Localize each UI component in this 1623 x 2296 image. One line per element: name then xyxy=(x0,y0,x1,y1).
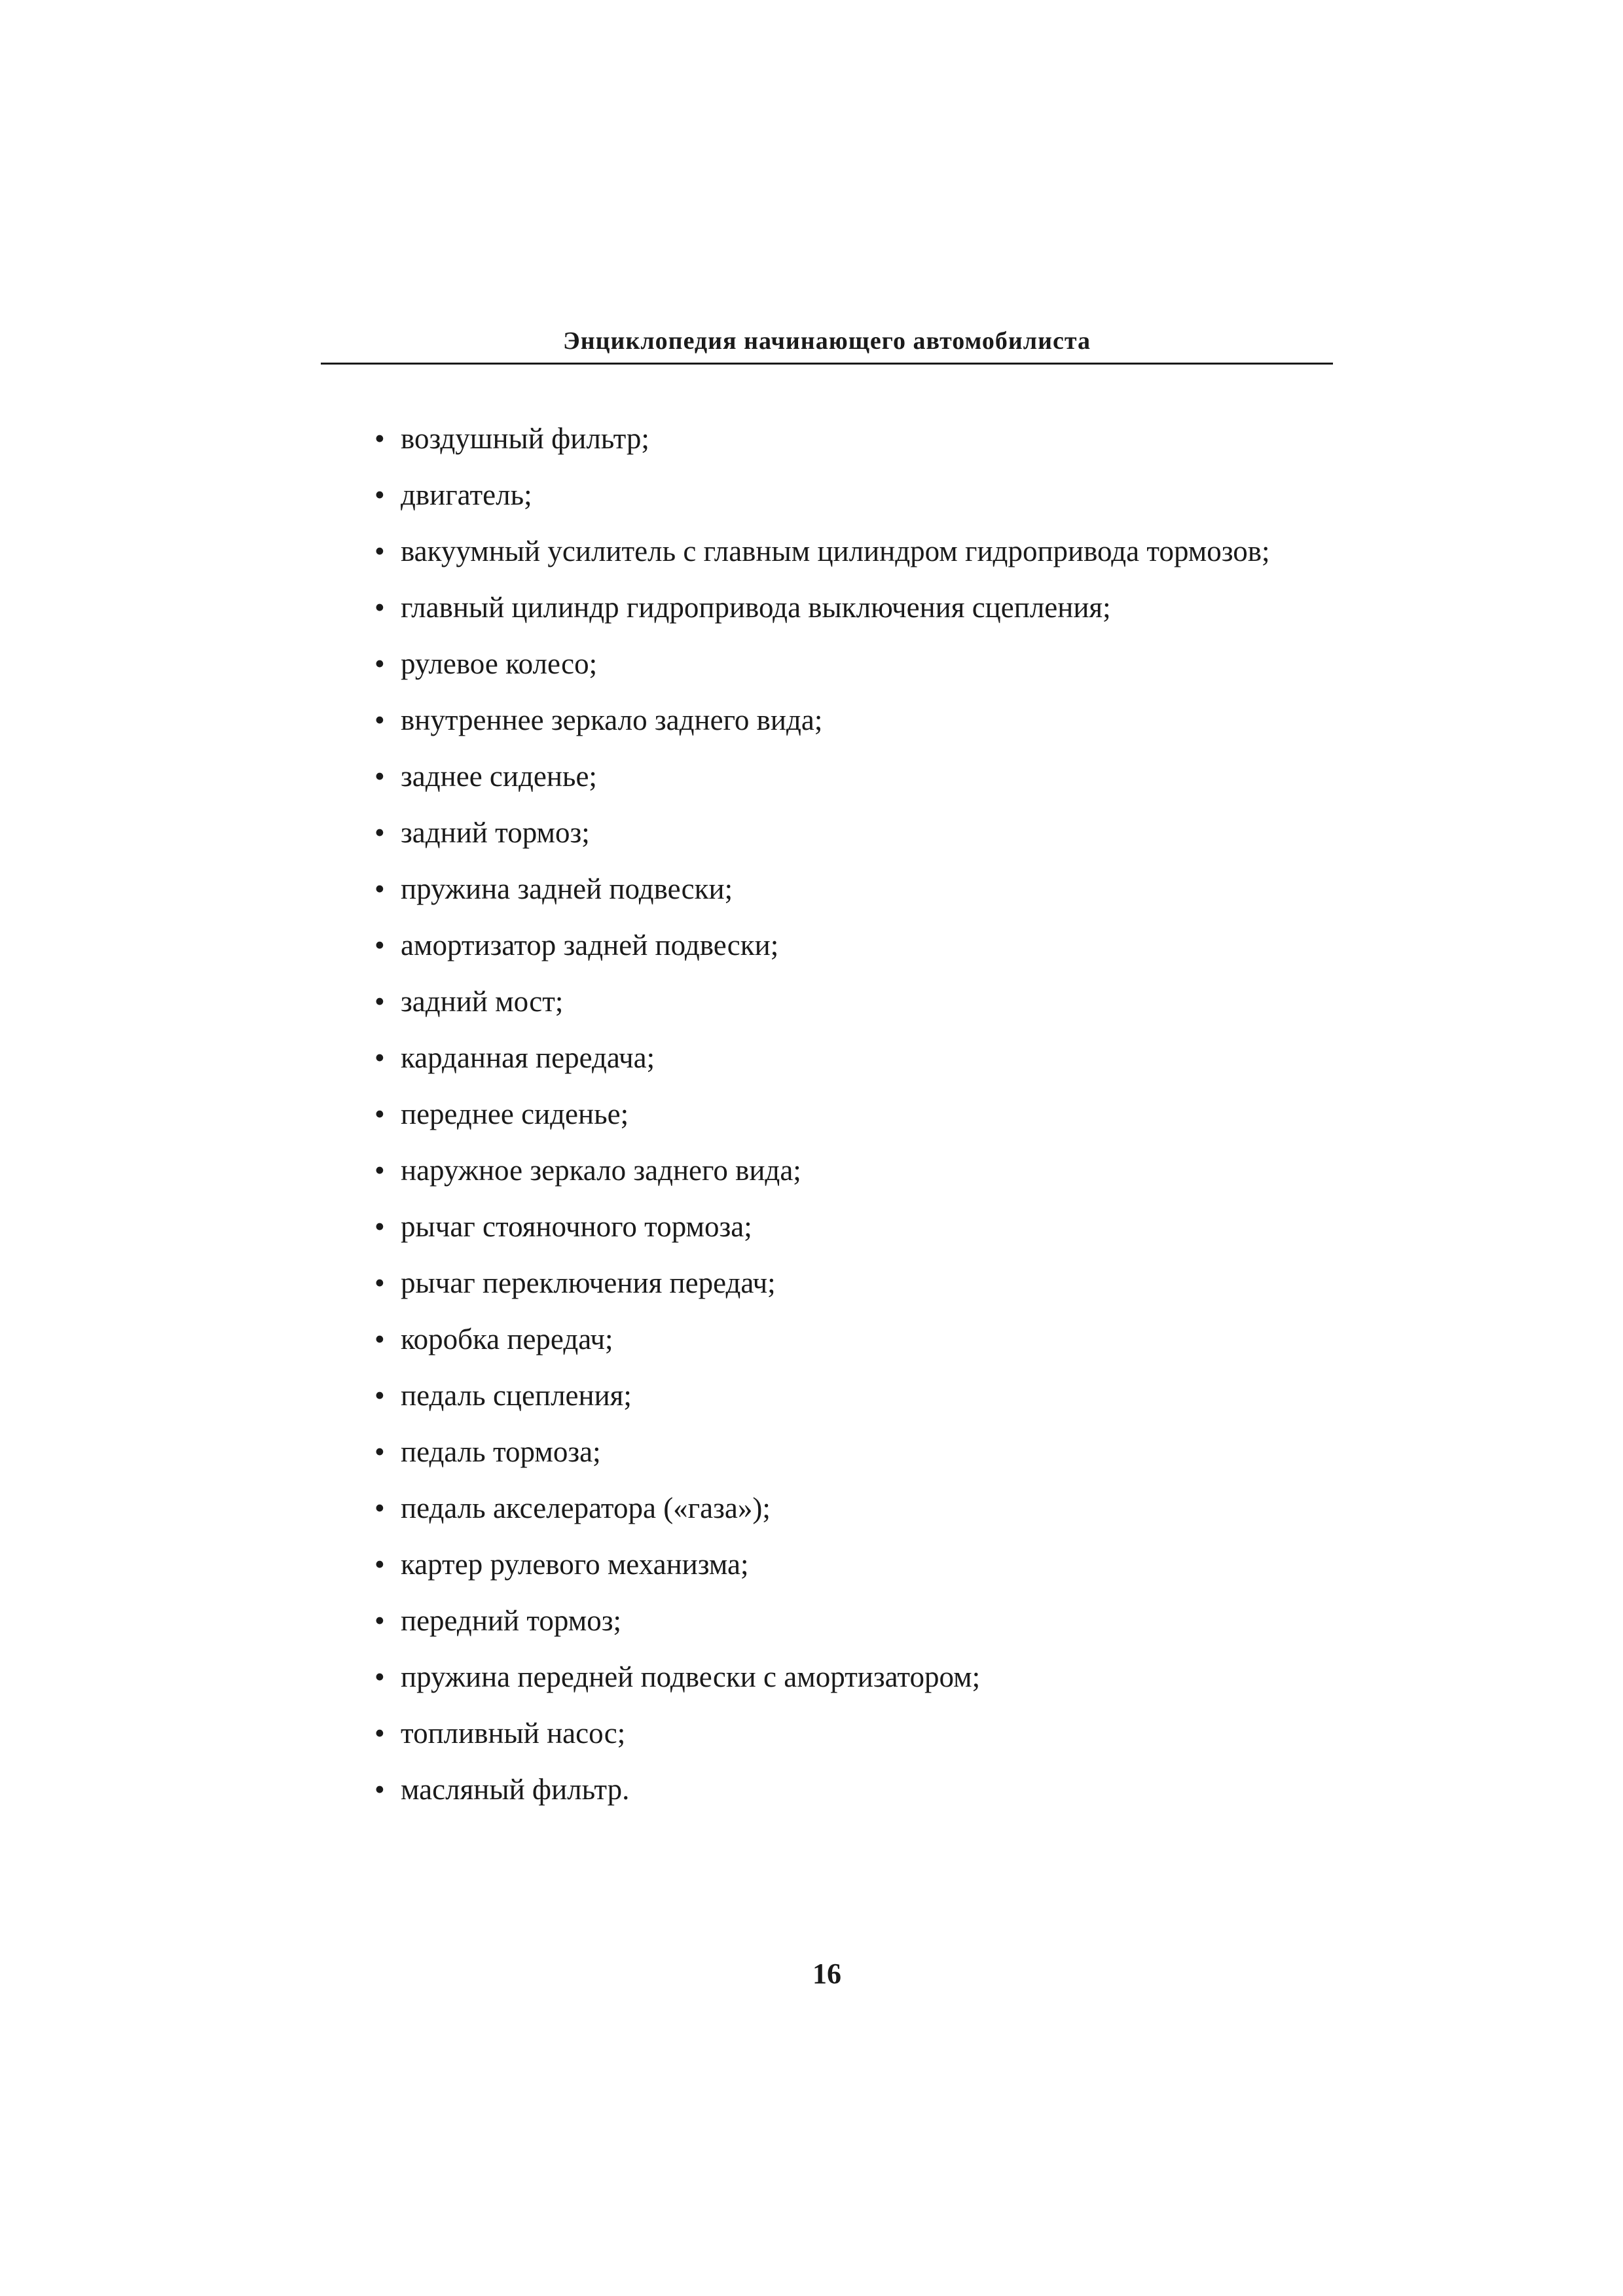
list-item: • задний тормоз; xyxy=(373,813,1329,852)
list-item: • педаль тормоза; xyxy=(373,1432,1329,1471)
parts-list xyxy=(373,419,1329,1826)
list-item: • топливный насос; xyxy=(373,1713,1329,1753)
header-rule xyxy=(321,363,1333,365)
list-item: • внутреннее зеркало заднего вида; xyxy=(373,700,1329,740)
list-item: • вакуумный усилитель с главным цилиндром гидропривода тормозов; xyxy=(373,531,1329,571)
list-item: • коробка передач; xyxy=(373,1319,1329,1359)
list-item: • картер рулевого механизма; xyxy=(373,1545,1329,1584)
list-item: • амортизатор задней подвески; xyxy=(373,925,1329,965)
list-item: • наружное зеркало заднего вида; xyxy=(373,1151,1329,1190)
list-item: • рычаг переключения передач; xyxy=(373,1263,1329,1302)
list-item: • заднее сиденье; xyxy=(373,757,1329,796)
list-item: • главный цилиндр гидропривода выключения сцепления; xyxy=(373,588,1329,627)
list-item: • масляный фильтр. xyxy=(373,1770,1329,1809)
list-item: • воздушный фильтр; xyxy=(373,419,1329,458)
list-item: • пружина передней подвески с амортизатором; xyxy=(373,1657,1329,1696)
running-header: Энциклопедия начинающего автомобилиста xyxy=(563,327,1091,355)
list-item: • педаль акселератора («газа»); xyxy=(373,1488,1329,1528)
list-item: • передний тормоз; xyxy=(373,1601,1329,1640)
list-item: • педаль сцепления; xyxy=(373,1376,1329,1415)
page-number: 16 xyxy=(812,1958,841,1990)
list-item: • рычаг стояночного тормоза; xyxy=(373,1207,1329,1246)
list-item: • рулевое колесо; xyxy=(373,644,1329,683)
list-item: • двигатель; xyxy=(373,475,1329,514)
list-item: • карданная передача; xyxy=(373,1038,1329,1077)
list-item: • пружина задней подвески; xyxy=(373,869,1329,908)
list-item: • переднее сиденье; xyxy=(373,1094,1329,1134)
list-item: • задний мост; xyxy=(373,982,1329,1021)
